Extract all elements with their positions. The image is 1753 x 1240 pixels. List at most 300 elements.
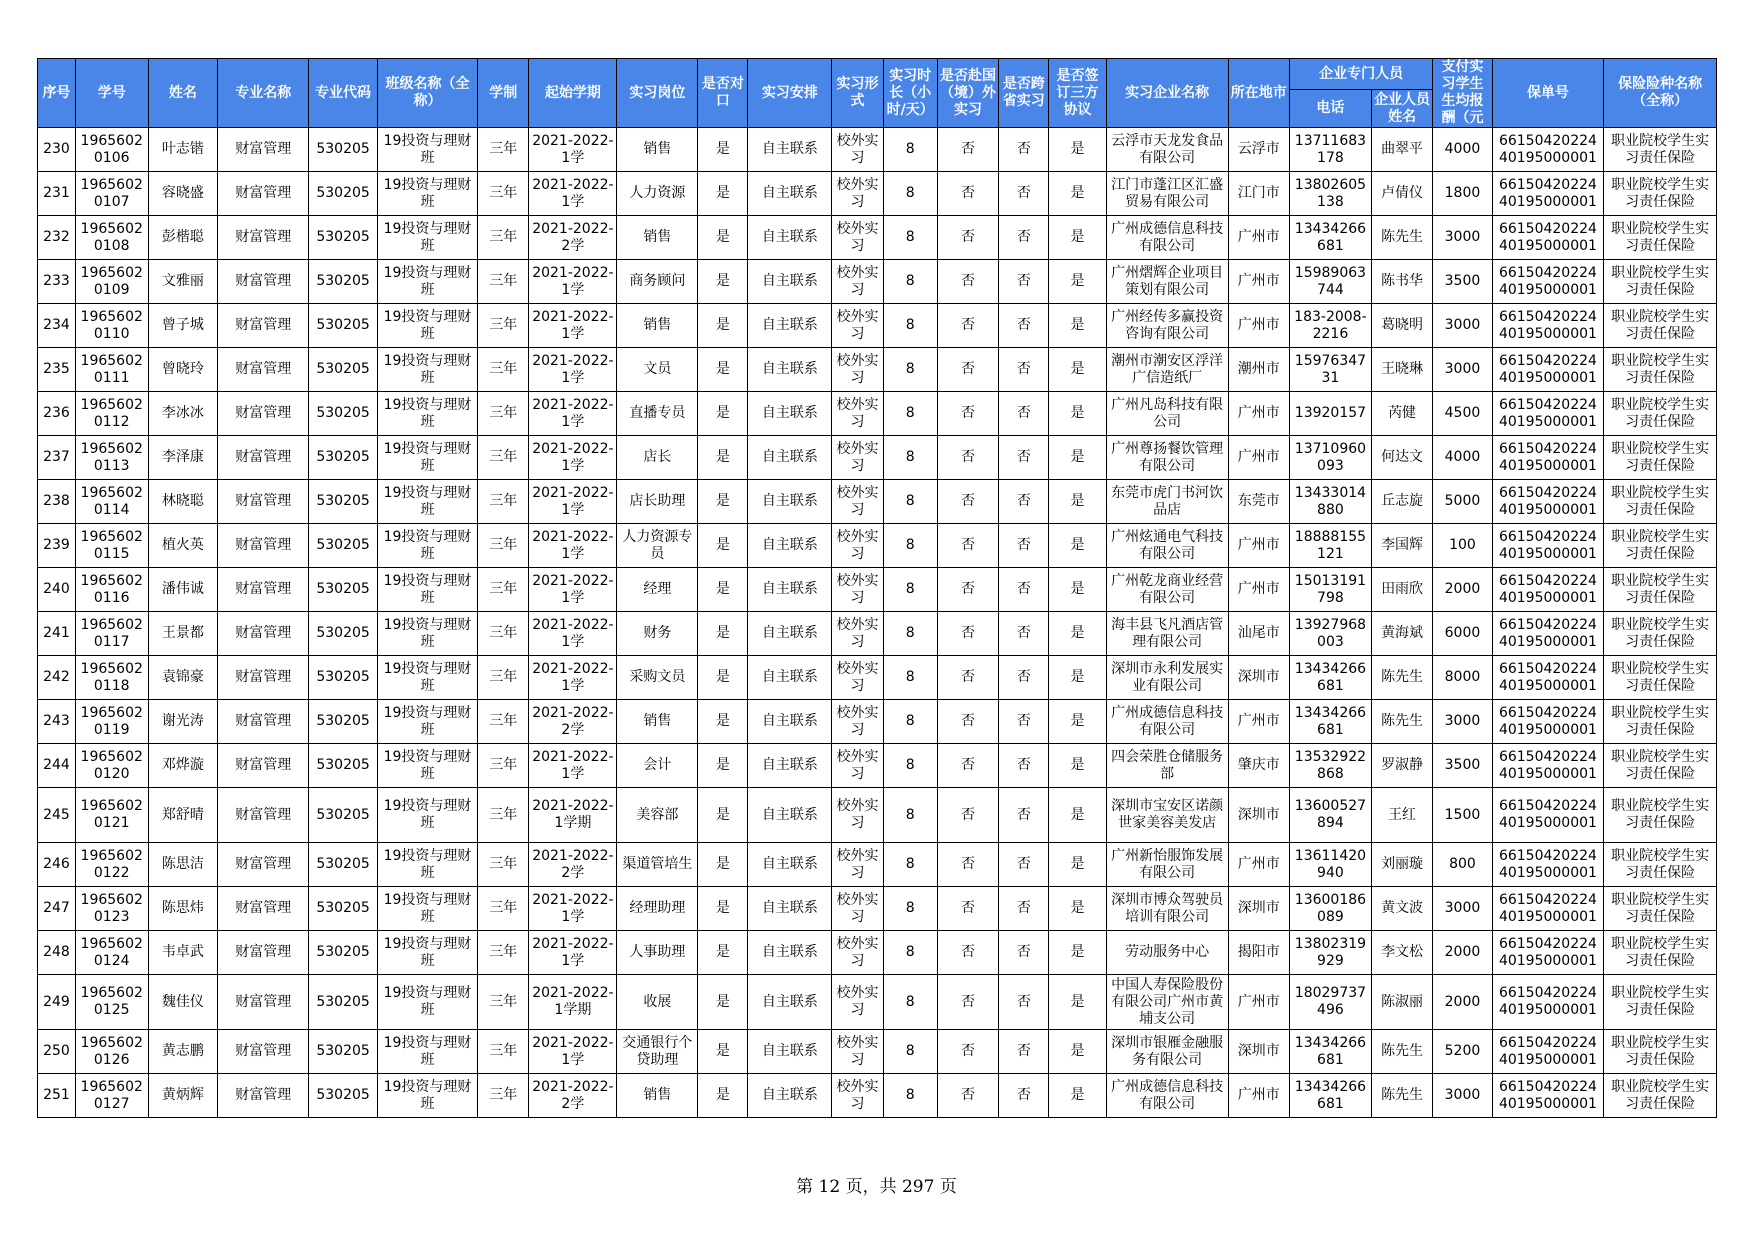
cell-form: 校外实习 [832,931,883,975]
cell-hours: 8 [883,172,937,216]
cell-cls: 19投资与理财班 [377,216,477,260]
cell-cross: 否 [999,216,1049,260]
cell-cls: 19投资与理财班 [377,480,477,524]
cell-cls: 19投资与理财班 [377,128,477,172]
table-row [38,887,1717,931]
cell-city: 广州市 [1228,843,1289,887]
cell-seq: 246 [38,843,76,887]
cell-seq: 247 [38,887,76,931]
cell-code: 530205 [309,392,378,436]
cell-pay: 4000 [1433,128,1492,172]
cell-phone: 13532922868 [1289,744,1371,788]
cell-cls: 19投资与理财班 [377,887,477,931]
cell-cross: 否 [999,568,1049,612]
cell-company: 广州新怡服饰发展有限公司 [1106,843,1228,887]
table-row [38,260,1717,304]
cell-post: 销售 [617,700,698,744]
cell-insurance: 职业院校学生实习责任保险 [1604,172,1717,216]
cell-term: 2021-2022-1学 [529,392,617,436]
header-contact: 企业人员姓名 [1371,90,1432,128]
cell-post: 人力资源 [617,172,698,216]
cell-seq: 241 [38,612,76,656]
cell-company: 云浮市天龙发食品有限公司 [1106,128,1228,172]
cell-contact: 卢倩仪 [1371,172,1432,216]
cell-policy: 6615042022440195000001 [1492,480,1604,524]
cell-insurance: 职业院校学生实习责任保险 [1604,128,1717,172]
cell-post: 经理助理 [617,887,698,931]
cell-insurance: 职业院校学生实习责任保险 [1604,1030,1717,1074]
cell-phone: 18888155121 [1289,524,1371,568]
cell-seq: 240 [38,568,76,612]
cell-match: 是 [698,260,748,304]
table-row [38,568,1717,612]
cell-company: 广州成德信息科技有限公司 [1106,1074,1228,1118]
cell-sid: 19656020127 [75,1074,148,1118]
cell-abroad: 否 [937,524,998,568]
cell-pay: 3000 [1433,348,1492,392]
cell-arrange: 自主联系 [748,931,832,975]
cell-years: 三年 [478,436,529,480]
cell-form: 校外实习 [832,216,883,260]
cell-tripartite: 是 [1049,436,1106,480]
cell-phone: 13802319929 [1289,931,1371,975]
header-form: 实习形式 [832,59,883,128]
cell-post: 人事助理 [617,931,698,975]
cell-name: 植火英 [148,524,218,568]
cell-sid: 19656020117 [75,612,148,656]
cell-name: 林晓聪 [148,480,218,524]
cell-code: 530205 [309,348,378,392]
cell-major: 财富管理 [218,304,309,348]
cell-arrange: 自主联系 [748,480,832,524]
cell-insurance: 职业院校学生实习责任保险 [1604,436,1717,480]
cell-phone: 15013191798 [1289,568,1371,612]
cell-tripartite: 是 [1049,216,1106,260]
cell-company: 广州凡岛科技有限公司 [1106,392,1228,436]
cell-match: 是 [698,524,748,568]
cell-tripartite: 是 [1049,612,1106,656]
table-row [38,128,1717,172]
cell-phone: 13434266681 [1289,1074,1371,1118]
cell-pay: 4500 [1433,392,1492,436]
cell-company: 深圳市宝安区诺颜世家美容美发店 [1106,788,1228,843]
cell-abroad: 否 [937,887,998,931]
cell-term: 2021-2022-1学 [529,304,617,348]
cell-insurance: 职业院校学生实习责任保险 [1604,392,1717,436]
cell-term: 2021-2022-1学 [529,568,617,612]
cell-major: 财富管理 [218,392,309,436]
header-code: 专业代码 [309,59,378,128]
cell-code: 530205 [309,843,378,887]
cell-form: 校外实习 [832,1030,883,1074]
cell-cross: 否 [999,1074,1049,1118]
cell-term: 2021-2022-1学 [529,1030,617,1074]
cell-sid: 19656020112 [75,392,148,436]
cell-cross: 否 [999,931,1049,975]
cell-contact: 罗淑静 [1371,744,1432,788]
cell-company: 深圳市博众驾驶员培训有限公司 [1106,887,1228,931]
cell-contact: 田雨欣 [1371,568,1432,612]
cell-name: 陈思炜 [148,887,218,931]
header-post: 实习岗位 [617,59,698,128]
cell-term: 2021-2022-1学 [529,524,617,568]
cell-city: 深圳市 [1228,656,1289,700]
cell-hours: 8 [883,216,937,260]
cell-code: 530205 [309,260,378,304]
cell-policy: 6615042022440195000001 [1492,931,1604,975]
cell-code: 530205 [309,975,378,1030]
cell-form: 校外实习 [832,436,883,480]
cell-post: 商务顾问 [617,260,698,304]
cell-post: 销售 [617,304,698,348]
cell-match: 是 [698,887,748,931]
cell-tripartite: 是 [1049,843,1106,887]
cell-policy: 6615042022440195000001 [1492,436,1604,480]
cell-hours: 8 [883,1074,937,1118]
cell-cls: 19投资与理财班 [377,1030,477,1074]
table-header [38,59,1717,128]
table-row [38,1030,1717,1074]
header-term: 起始学期 [529,59,617,128]
cell-company: 四会荣胜仓储服务部 [1106,744,1228,788]
cell-policy: 6615042022440195000001 [1492,843,1604,887]
cell-policy: 6615042022440195000001 [1492,216,1604,260]
cell-cross: 否 [999,744,1049,788]
cell-hours: 8 [883,524,937,568]
cell-cross: 否 [999,436,1049,480]
cell-match: 是 [698,392,748,436]
cell-code: 530205 [309,524,378,568]
cell-years: 三年 [478,216,529,260]
cell-insurance: 职业院校学生实习责任保险 [1604,656,1717,700]
cell-company: 海丰县飞凡酒店管理有限公司 [1106,612,1228,656]
cell-phone: 13711683178 [1289,128,1371,172]
cell-company: 深圳市银雁金融服务有限公司 [1106,1030,1228,1074]
cell-abroad: 否 [937,304,998,348]
cell-pay: 2000 [1433,975,1492,1030]
cell-city: 深圳市 [1228,788,1289,843]
cell-name: 曾晓玲 [148,348,218,392]
cell-post: 店长助理 [617,480,698,524]
cell-match: 是 [698,436,748,480]
cell-city: 肇庆市 [1228,744,1289,788]
cell-arrange: 自主联系 [748,128,832,172]
cell-company: 潮州市潮安区浮洋广信造纸厂 [1106,348,1228,392]
cell-code: 530205 [309,612,378,656]
cell-match: 是 [698,304,748,348]
cell-contact: 陈淑丽 [1371,975,1432,1030]
cell-contact: 陈先生 [1371,216,1432,260]
cell-hours: 8 [883,656,937,700]
cell-phone: 13600527894 [1289,788,1371,843]
cell-post: 销售 [617,128,698,172]
cell-city: 东莞市 [1228,480,1289,524]
cell-arrange: 自主联系 [748,656,832,700]
cell-cls: 19投资与理财班 [377,172,477,216]
cell-pay: 2000 [1433,568,1492,612]
cell-name: 黄炳辉 [148,1074,218,1118]
table-row [38,975,1717,1030]
table-row [38,172,1717,216]
cell-contact: 李国辉 [1371,524,1432,568]
cell-insurance: 职业院校学生实习责任保险 [1604,975,1717,1030]
cell-years: 三年 [478,304,529,348]
cell-policy: 6615042022440195000001 [1492,656,1604,700]
cell-code: 530205 [309,1030,378,1074]
header-policy: 保单号 [1492,59,1604,128]
cell-arrange: 自主联系 [748,172,832,216]
cell-major: 财富管理 [218,524,309,568]
cell-tripartite: 是 [1049,887,1106,931]
cell-arrange: 自主联系 [748,843,832,887]
cell-tripartite: 是 [1049,172,1106,216]
table-row [38,1074,1717,1118]
cell-pay: 3500 [1433,260,1492,304]
cell-seq: 236 [38,392,76,436]
cell-sid: 19656020125 [75,975,148,1030]
cell-hours: 8 [883,392,937,436]
cell-seq: 235 [38,348,76,392]
cell-post: 渠道管培生 [617,843,698,887]
cell-name: 袁锦豪 [148,656,218,700]
table-row [38,524,1717,568]
cell-seq: 237 [38,436,76,480]
cell-hours: 8 [883,1030,937,1074]
header-years: 学制 [478,59,529,128]
cell-post: 会计 [617,744,698,788]
table-row [38,348,1717,392]
cell-phone: 15989063744 [1289,260,1371,304]
cell-code: 530205 [309,700,378,744]
cell-tripartite: 是 [1049,700,1106,744]
cell-phone: 13434266681 [1289,700,1371,744]
cell-abroad: 否 [937,348,998,392]
cell-sid: 19656020120 [75,744,148,788]
cell-cross: 否 [999,788,1049,843]
cell-contact: 陈书华 [1371,260,1432,304]
cell-sid: 19656020124 [75,931,148,975]
cell-arrange: 自主联系 [748,260,832,304]
cell-name: 王景都 [148,612,218,656]
cell-years: 三年 [478,1030,529,1074]
cell-major: 财富管理 [218,260,309,304]
cell-cls: 19投资与理财班 [377,348,477,392]
cell-policy: 6615042022440195000001 [1492,128,1604,172]
cell-term: 2021-2022-1学 [529,348,617,392]
cell-city: 汕尾市 [1228,612,1289,656]
cell-code: 530205 [309,931,378,975]
cell-seq: 230 [38,128,76,172]
cell-insurance: 职业院校学生实习责任保险 [1604,1074,1717,1118]
cell-company: 中国人寿保险股份有限公司广州市黄埔支公司 [1106,975,1228,1030]
header-staff: 企业专门人员 [1289,59,1432,90]
cell-seq: 250 [38,1030,76,1074]
cell-abroad: 否 [937,843,998,887]
cell-phone: 13433014880 [1289,480,1371,524]
cell-contact: 黄文波 [1371,887,1432,931]
cell-term: 2021-2022-1学 [529,887,617,931]
table-row [38,656,1717,700]
cell-phone: 1597634731 [1289,348,1371,392]
cell-name: 李冰冰 [148,392,218,436]
cell-post: 店长 [617,436,698,480]
cell-code: 530205 [309,172,378,216]
table-row [38,216,1717,260]
cell-phone: 183-2008-2216 [1289,304,1371,348]
cell-years: 三年 [478,975,529,1030]
cell-code: 530205 [309,568,378,612]
header-abroad: 是否赴国（境）外实习 [937,59,998,128]
cell-company: 广州尊扬餐饮管理有限公司 [1106,436,1228,480]
cell-match: 是 [698,348,748,392]
cell-arrange: 自主联系 [748,392,832,436]
cell-major: 财富管理 [218,887,309,931]
cell-insurance: 职业院校学生实习责任保险 [1604,568,1717,612]
cell-phone: 13920157 [1289,392,1371,436]
cell-company: 东莞市虎门书河饮品店 [1106,480,1228,524]
cell-contact: 曲翠平 [1371,128,1432,172]
cell-seq: 232 [38,216,76,260]
header-pay: 支付实习学生生均报酬（元 [1433,59,1492,128]
cell-abroad: 否 [937,568,998,612]
cell-contact: 何达文 [1371,436,1432,480]
cell-years: 三年 [478,568,529,612]
cell-pay: 5200 [1433,1030,1492,1074]
table-row [38,612,1717,656]
cell-policy: 6615042022440195000001 [1492,260,1604,304]
cell-tripartite: 是 [1049,744,1106,788]
header-major: 专业名称 [218,59,309,128]
cell-term: 2021-2022-2学 [529,216,617,260]
table-row [38,744,1717,788]
cell-company: 广州熠辉企业项目策划有限公司 [1106,260,1228,304]
cell-insurance: 职业院校学生实习责任保险 [1604,931,1717,975]
cell-years: 三年 [478,612,529,656]
cell-code: 530205 [309,788,378,843]
cell-form: 校外实习 [832,1074,883,1118]
cell-code: 530205 [309,887,378,931]
cell-name: 文雅丽 [148,260,218,304]
cell-phone: 18029737496 [1289,975,1371,1030]
cell-form: 校外实习 [832,260,883,304]
cell-arrange: 自主联系 [748,304,832,348]
cell-tripartite: 是 [1049,656,1106,700]
cell-cross: 否 [999,260,1049,304]
cell-policy: 6615042022440195000001 [1492,1030,1604,1074]
cell-insurance: 职业院校学生实习责任保险 [1604,700,1717,744]
cell-sid: 19656020116 [75,568,148,612]
cell-policy: 6615042022440195000001 [1492,304,1604,348]
cell-policy: 6615042022440195000001 [1492,612,1604,656]
cell-cls: 19投资与理财班 [377,524,477,568]
cell-hours: 8 [883,304,937,348]
cell-abroad: 否 [937,436,998,480]
cell-seq: 239 [38,524,76,568]
cell-cross: 否 [999,304,1049,348]
cell-arrange: 自主联系 [748,612,832,656]
cell-cls: 19投资与理财班 [377,700,477,744]
cell-match: 是 [698,568,748,612]
cell-hours: 8 [883,788,937,843]
cell-post: 采购文员 [617,656,698,700]
cell-years: 三年 [478,128,529,172]
cell-pay: 3000 [1433,887,1492,931]
cell-code: 530205 [309,216,378,260]
cell-hours: 8 [883,612,937,656]
cell-major: 财富管理 [218,568,309,612]
cell-sid: 19656020113 [75,436,148,480]
cell-arrange: 自主联系 [748,744,832,788]
cell-abroad: 否 [937,216,998,260]
cell-company: 江门市蓬江区汇盛贸易有限公司 [1106,172,1228,216]
cell-policy: 6615042022440195000001 [1492,348,1604,392]
cell-match: 是 [698,975,748,1030]
cell-hours: 8 [883,436,937,480]
cell-contact: 葛晓明 [1371,304,1432,348]
cell-pay: 1800 [1433,172,1492,216]
cell-tripartite: 是 [1049,931,1106,975]
cell-term: 2021-2022-1学期 [529,788,617,843]
cell-tripartite: 是 [1049,975,1106,1030]
cell-form: 校外实习 [832,392,883,436]
cell-hours: 8 [883,128,937,172]
cell-code: 530205 [309,436,378,480]
cell-sid: 19656020115 [75,524,148,568]
cell-abroad: 否 [937,1030,998,1074]
cell-policy: 6615042022440195000001 [1492,700,1604,744]
cell-sid: 19656020119 [75,700,148,744]
cell-cls: 19投资与理财班 [377,260,477,304]
header-cross: 是否跨省实习 [999,59,1049,128]
cell-major: 财富管理 [218,788,309,843]
table-row [38,480,1717,524]
cell-name: 邓烨漩 [148,744,218,788]
cell-cross: 否 [999,656,1049,700]
cell-form: 校外实习 [832,172,883,216]
cell-sid: 19656020114 [75,480,148,524]
cell-hours: 8 [883,975,937,1030]
header-match: 是否对口 [698,59,748,128]
cell-pay: 3000 [1433,304,1492,348]
cell-contact: 黄海斌 [1371,612,1432,656]
cell-arrange: 自主联系 [748,524,832,568]
cell-city: 潮州市 [1228,348,1289,392]
header-city: 所在地市 [1228,59,1289,128]
cell-name: 魏佳仪 [148,975,218,1030]
header-tripartite: 是否签订三方协议 [1049,59,1106,128]
cell-form: 校外实习 [832,524,883,568]
cell-contact: 陈先生 [1371,1074,1432,1118]
cell-insurance: 职业院校学生实习责任保险 [1604,260,1717,304]
internship-table [37,58,1717,1118]
cell-arrange: 自主联系 [748,348,832,392]
cell-seq: 245 [38,788,76,843]
cell-policy: 6615042022440195000001 [1492,568,1604,612]
cell-name: 谢光涛 [148,700,218,744]
cell-seq: 248 [38,931,76,975]
header-company: 实习企业名称 [1106,59,1228,128]
cell-code: 530205 [309,128,378,172]
cell-pay: 100 [1433,524,1492,568]
cell-form: 校外实习 [832,700,883,744]
table-row [38,788,1717,843]
cell-insurance: 职业院校学生实习责任保险 [1604,744,1717,788]
cell-major: 财富管理 [218,931,309,975]
cell-major: 财富管理 [218,612,309,656]
cell-name: 郑舒晴 [148,788,218,843]
cell-city: 深圳市 [1228,887,1289,931]
cell-policy: 6615042022440195000001 [1492,172,1604,216]
